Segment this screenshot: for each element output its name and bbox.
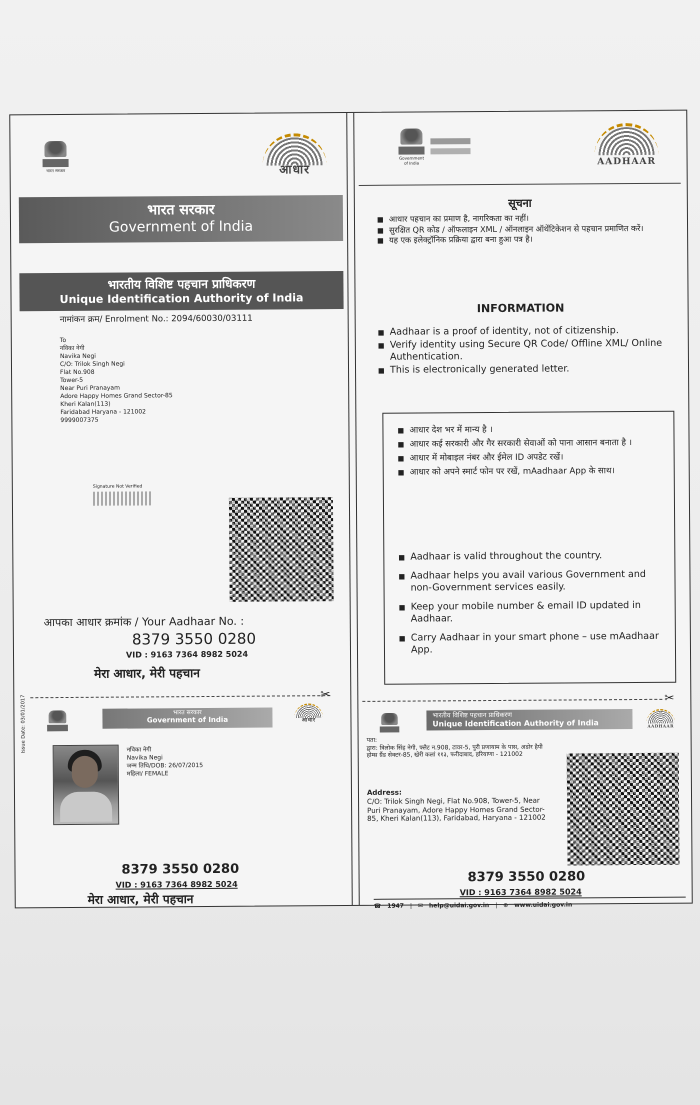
address-line: Tower-5: [60, 376, 84, 385]
email-icon: ✉: [417, 902, 424, 910]
scissors-icon: ✂: [320, 687, 331, 702]
card-back-aadhaar-number: 8379 3550 0280: [467, 869, 586, 886]
benefit-item-hindi: ■ आधार में मोबाइल नंबर और ईमेल ID अपडेट रखें।: [398, 452, 660, 465]
information-title: INFORMATION: [476, 301, 565, 316]
separator: |: [495, 901, 498, 910]
address-line: Kheri Kalan(113): [60, 400, 111, 409]
information-item: ■ Aadhaar is a proof of identity, not of citizenship.: [378, 325, 678, 340]
notice-list: [377, 213, 673, 247]
secure-qr-code: [229, 497, 334, 602]
recipient-address: [60, 336, 261, 425]
holder-photo: [53, 745, 120, 825]
emblem-caption: Government of India: [399, 155, 425, 166]
header-stripe: [430, 148, 470, 154]
government-banner: [19, 195, 343, 243]
card-uidai-banner: [426, 709, 632, 730]
notice-item: ■ सुरक्षित QR कोड / ऑफलाइन XML / ऑनलाइन ऑथेंटिकेशन से पहचान प्रमाणित करें।: [377, 223, 673, 236]
aadhaar-benefits-box: [382, 411, 676, 685]
uidai-title-english: Unique Identification Authority of India: [59, 291, 304, 307]
holder-gender: महिला/ FEMALE: [126, 770, 169, 778]
scissors-icon: ✂: [664, 690, 675, 705]
left-panel: [18, 113, 340, 907]
card-aadhaar-number: 8379 3550 0280: [121, 861, 240, 878]
address-line: C/O: Trilok Singh Negi: [59, 360, 125, 369]
card-gov-banner: [102, 708, 272, 729]
information-list: [378, 325, 678, 377]
website: www.uidai.gov.in: [514, 901, 573, 909]
gov-title-english: Government of India: [108, 218, 254, 236]
card-uidai-english: Unique Identification Authority of India: [432, 718, 599, 729]
holder-name-english: Navika Negi: [126, 754, 163, 762]
benefit-item-english: ■ Keep your mobile number & email ID updated in Aadhaar.: [399, 599, 665, 626]
card-qr-code: [567, 753, 680, 866]
card-vid-number: VID : 9163 7364 8982 5024: [115, 879, 238, 890]
header-rule: [359, 183, 681, 186]
card-emblem-icon: [47, 710, 68, 737]
aadhaar-number: 8379 3550 0280: [131, 629, 257, 649]
address-line: Near Puri Pranayam: [60, 384, 120, 393]
benefits-hindi-list: [397, 424, 659, 479]
benefits-english-list: [398, 550, 665, 657]
footer-rule: [374, 897, 686, 900]
address-line: To: [59, 336, 67, 345]
aadhaar-logo-icon: [258, 137, 330, 178]
card-gov-english: Government of India: [146, 715, 229, 725]
address-line: नविका नेगी: [59, 344, 85, 353]
header-stripe: [430, 138, 470, 144]
aadhaar-letter: [9, 110, 693, 909]
notice-title: सूचना: [508, 196, 532, 210]
holder-name-hindi: नविका नेगी: [126, 746, 152, 754]
uidai-title-hindi: भारतीय विशिष्ट पहचान प्राधिकरण: [107, 276, 256, 292]
information-item: ■ This is electronically generated letter.: [378, 362, 678, 377]
benefit-item-english: ■ Aadhaar is valid throughout the country.: [398, 550, 664, 564]
national-emblem-icon: [42, 141, 68, 175]
emblem-caption: भारत सरकार: [46, 167, 66, 174]
helpline-number: 1947: [387, 902, 404, 910]
card-back-vid-number: VID : 9163 7364 8982 5024: [459, 887, 582, 898]
signature-stamp: [93, 484, 153, 505]
aadhaar-logo-icon: [590, 127, 662, 168]
enrolment-number: नामांकन क्रम/ Enrolment No.: 2094/60030/03111: [59, 313, 253, 326]
card-aadhaar-logo-icon: [644, 711, 677, 729]
address-line: Navika Negi: [59, 352, 96, 361]
your-aadhaar-label: आपका आधार क्रमांक / Your Aadhaar No. :: [43, 614, 245, 630]
card-tagline: मेरा आधार, मेरी पहचान: [87, 892, 194, 907]
information-item: ■ Verify identity using Secure QR Code/ Offline XML/ Online Authentication.: [378, 337, 678, 364]
phone-icon: ☎: [373, 902, 382, 910]
signature-label: Signature Not Verified: [92, 484, 143, 490]
benefit-item-hindi: ■ आधार कई सरकारी और गैर सरकारी सेवाओं को पाना आसान बनाता है ।: [398, 438, 660, 451]
address-line: Adore Happy Homes Grand Sector-85: [60, 392, 173, 401]
vid-number: VID : 9163 7364 8982 5024: [125, 649, 249, 660]
benefit-item-english: ■ Aadhaar helps you avail various Government and non-Government services easily.: [398, 568, 664, 595]
benefit-item-hindi: ■ आधार देश भर में मान्य है ।: [397, 424, 659, 437]
uidai-banner: [19, 271, 343, 311]
address-hindi-label: पता:: [366, 736, 378, 744]
gov-title-hindi: भारत सरकार: [147, 201, 215, 219]
benefit-item-english: ■ Carry Aadhaar in your smart phone – use mAadhaar App.: [399, 630, 665, 657]
benefit-item-hindi: ■ आधार को अपने स्मार्ट फोन पर रखें, mAadhaar App के साथ।: [398, 466, 660, 479]
cut-line: [362, 699, 662, 702]
address-english-label: Address:: [366, 788, 402, 797]
right-panel: [358, 111, 680, 910]
help-email: help@uidai.gov.in: [428, 902, 490, 910]
globe-icon: ⊕: [503, 901, 509, 909]
card-holder-details: [127, 746, 203, 779]
cut-line: [30, 695, 330, 698]
address-hindi-text: द्वारा: त्रिलोक सिंह नेगी, फ्लैट न.908, टावर-5, पुरी प्रणायाम के पास, अडोर हैपी होम्स ग्रैंड सेक्टर-85, खेरी कलां ११३, फरीदाबाद, हरियाणा - 121002: [366, 743, 543, 760]
vertical-divider: [346, 113, 360, 905]
notice-item: ■ यह एक इलेक्ट्रॉनिक प्रक्रिया द्वारा बना हुआ पत्र है।: [377, 234, 673, 247]
card-gov-hindi: भारत सरकार: [173, 709, 202, 717]
tagline: मेरा आधार, मेरी पहचान: [94, 666, 200, 681]
address-line: Flat No.908: [60, 368, 95, 377]
card-address-english: [367, 788, 555, 824]
card-emblem-icon: [380, 713, 400, 739]
address-line: Faridabad Haryana - 121002: [60, 408, 146, 417]
separator: |: [409, 902, 413, 910]
address-english-text: C/O: Trilok Singh Negi, Flat No.908, Tower-5, Near Puri Pranayam, Adore Happy Homes Grand Sector-85, Kheri Kalan(113), Faridabad, Haryana - 121002: [367, 796, 546, 824]
card-aadhaar-logo-icon: आधार: [292, 705, 325, 723]
address-line: 9999007375: [60, 416, 99, 425]
aadhaar-logo-text: AADHAAR: [597, 156, 656, 168]
aadhaar-logo-text: आधार: [279, 162, 311, 177]
card-uidai-hindi: भारतीय विशिष्ट पहचान प्राधिकरण: [432, 710, 512, 720]
national-emblem-icon: [398, 128, 425, 166]
card-address-hindi: [367, 736, 553, 760]
card-logo-text: AADHAAR: [647, 724, 674, 729]
holder-dob: जन्म तिथि/DOB: 26/07/2015: [126, 762, 204, 770]
notice-item: ■ आधार पहचान का प्रमाण है, नागरिकता का नहीं।: [377, 213, 673, 226]
issue-date: Issue Date: 03/01/2017: [20, 694, 27, 754]
